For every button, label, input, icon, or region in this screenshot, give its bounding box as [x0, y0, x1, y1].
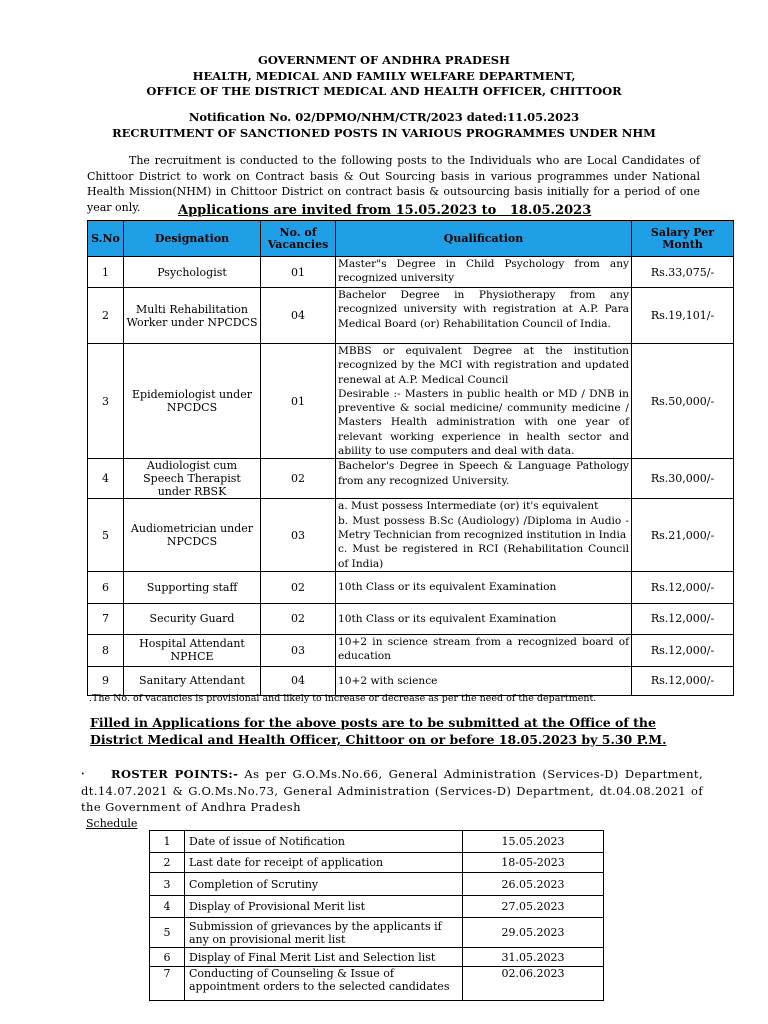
row-vacancies: 02 — [261, 571, 336, 603]
roster-bullet: • — [81, 771, 85, 778]
row-salary: Rs.12,000/- — [632, 666, 734, 695]
table-row — [88, 571, 734, 603]
row-designation: Psychologist — [124, 257, 261, 288]
row-vacancies: 02 — [261, 603, 336, 634]
submission-instructions: Filled in Applications for the above posts are to be submitted at the Office of the District Medical and Health Officer, Chittoor on or before 18.05.2023 by 5.30 P.M. — [90, 715, 667, 747]
row-qualification: 10+2 in science stream from a recognized board of education — [336, 634, 632, 666]
row-vacancies: 03 — [261, 499, 336, 571]
notification-number: Notification No. 02/DPMO/NHM/CTR/2023 dated:11.05.2023 — [188, 110, 580, 124]
col-header-qualification: Qualification — [336, 221, 632, 257]
roster-label: ROSTER POINTS:- — [111, 767, 239, 781]
schedule-no: 3 — [150, 873, 185, 896]
row-vacancies: 04 — [261, 288, 336, 344]
col-header-sno: S.No — [88, 221, 124, 257]
row-sno: 4 — [88, 459, 124, 499]
row-designation: Multi Rehabilitation Worker under NPCDCS — [124, 288, 261, 344]
vacancies-note: .The No. of vacancies is provisional and likely to increase or decrease as per the need of the department. — [89, 693, 597, 704]
table-row — [150, 918, 604, 948]
table-row — [88, 257, 734, 288]
row-vacancies: 04 — [261, 666, 336, 695]
table-row — [88, 634, 734, 666]
schedule-no: 7 — [150, 967, 185, 1001]
row-qualification: Bachelor Degree in Physiotherapy from any recognized university with registration at A.P. Para Medical Board (or) Rehabilitation Council of India. — [336, 288, 632, 344]
schedule-event: Conducting of Counseling & Issue of appointment orders to the selected candidates — [185, 967, 463, 1001]
table-row — [150, 896, 604, 918]
row-sno: 8 — [88, 634, 124, 666]
qualification-line: MBBS or equivalent Degree at the institution recognized by the MCI with registration and updated renewal at A.P. Medical Council — [338, 345, 629, 386]
row-qualification: Master"s Degree in Child Psychology from any recognized university — [336, 257, 632, 288]
table-row — [88, 459, 734, 499]
row-salary: Rs.33,075/- — [632, 257, 734, 288]
posts-table-header — [88, 221, 734, 257]
schedule-event: Display of Final Merit List and Selection list — [185, 948, 463, 967]
table-row — [88, 603, 734, 634]
notification-subject: RECRUITMENT OF SANCTIONED POSTS IN VARIOUS PROGRAMMES UNDER NHM — [112, 125, 656, 140]
col-header-vacancies: No. of Vacancies — [261, 221, 336, 257]
applications-period: Applications are invited from 15.05.2023 to 18.05.2023 — [178, 203, 592, 218]
row-sno: 9 — [88, 666, 124, 695]
row-qualification: 10+2 with science — [336, 666, 632, 695]
row-vacancies: 03 — [261, 634, 336, 666]
row-salary: Rs.19,101/- — [632, 288, 734, 344]
schedule-event: Date of issue of Notification — [185, 831, 463, 853]
roster-points — [81, 766, 703, 815]
qualification-line: c. Must be registered in RCI (Rehabilitation Council of India) — [338, 543, 629, 570]
schedule-date: 27.05.2023 — [463, 896, 604, 918]
row-salary: Rs.30,000/- — [632, 459, 734, 499]
schedule-table — [149, 830, 604, 1001]
table-row — [150, 873, 604, 896]
row-vacancies: 02 — [261, 459, 336, 499]
intro-text: The recruitment is conducted to the following posts to the Individuals who are Local Candidates of Chittoor District to work on Contract basis & Out Sourcing basis in various programmes under National Health Mission(NHM) in Chittoor District on contract basis & outsourcing basis initially for a period of one year only. — [87, 154, 700, 214]
header-office: OFFICE OF THE DISTRICT MEDICAL AND HEALTH OFFICER, CHITTOOR — [146, 84, 622, 98]
qualification-line: b. Must possess B.Sc (Audiology) /Diploma in Audio - Metry Technician from recognized institution in India — [338, 514, 629, 541]
row-salary: Rs.12,000/- — [632, 634, 734, 666]
col-header-salary: Salary Per Month — [632, 221, 734, 257]
row-qualification — [336, 344, 632, 459]
row-designation: Security Guard — [124, 603, 261, 634]
row-sno: 1 — [88, 257, 124, 288]
table-row — [88, 288, 734, 344]
schedule-no: 6 — [150, 948, 185, 967]
schedule-no: 5 — [150, 918, 185, 948]
header-government: GOVERNMENT OF ANDHRA PRADESH — [258, 53, 510, 67]
row-salary: Rs.50,000/- — [632, 344, 734, 459]
header-department: HEALTH, MEDICAL AND FAMILY WELFARE DEPARTMENT, — [192, 68, 576, 83]
table-row — [88, 499, 734, 571]
row-designation: Hospital Attendant NPHCE — [124, 634, 261, 666]
document-header — [0, 53, 768, 100]
schedule-no: 1 — [150, 831, 185, 853]
schedule-event: Submission of grievances by the applicants if any on provisional merit list — [185, 918, 463, 948]
schedule-event: Completion of Scrutiny — [185, 873, 463, 896]
table-row — [150, 967, 604, 1001]
qualification-desirable: Desirable :- Masters in public health or MD / DNB in preventive & social medicine/ community medicine / Masters Health administration with one year of relevant working experience in health sector and ability to use computers and deal with data. — [338, 387, 629, 458]
schedule-date: 15.05.2023 — [463, 831, 604, 853]
row-qualification — [336, 499, 632, 571]
table-row — [88, 666, 734, 695]
row-salary: Rs.12,000/- — [632, 603, 734, 634]
row-sno: 6 — [88, 571, 124, 603]
row-qualification: Bachelor's Degree in Speech & Language Pathology from any recognized University. — [336, 459, 632, 499]
row-vacancies: 01 — [261, 257, 336, 288]
row-sno: 7 — [88, 603, 124, 634]
row-sno: 5 — [88, 499, 124, 571]
roster-text: As per G.O.Ms.No.66, General Administration (Services-D) Department, dt.14.07.2021 & G.O.Ms.No.73, General Administration (Services-D) Department, dt.04.08.2021 of the Government of Andhra Pradesh — [81, 767, 703, 814]
row-qualification: 10th Class or its equivalent Examination — [336, 603, 632, 634]
notification-block — [0, 110, 768, 141]
schedule-no: 4 — [150, 896, 185, 918]
row-designation: Audiometrician under NPCDCS — [124, 499, 261, 571]
row-designation: Audiologist cum Speech Therapist under RBSK — [124, 459, 261, 499]
schedule-date: 02.06.2023 — [463, 967, 604, 1001]
schedule-date: 26.05.2023 — [463, 873, 604, 896]
row-salary: Rs.12,000/- — [632, 571, 734, 603]
qualification-line: a. Must possess Intermediate (or) it's equivalent — [338, 500, 599, 513]
schedule-date: 18-05-2023 — [463, 853, 604, 873]
table-row — [88, 344, 734, 459]
row-vacancies: 01 — [261, 344, 336, 459]
table-row — [150, 831, 604, 853]
row-sno: 3 — [88, 344, 124, 459]
row-designation: Supporting staff — [124, 571, 261, 603]
schedule-no: 2 — [150, 853, 185, 873]
posts-table — [87, 220, 734, 696]
row-qualification: 10th Class or its equivalent Examination — [336, 571, 632, 603]
row-sno: 2 — [88, 288, 124, 344]
schedule-event: Last date for receipt of application — [185, 853, 463, 873]
row-designation: Epidemiologist under NPCDCS — [124, 344, 261, 459]
row-salary: Rs.21,000/- — [632, 499, 734, 571]
row-designation: Sanitary Attendant — [124, 666, 261, 695]
col-header-designation: Designation — [124, 221, 261, 257]
schedule-event: Display of Provisional Merit list — [185, 896, 463, 918]
schedule-date: 31.05.2023 — [463, 948, 604, 967]
table-row — [150, 948, 604, 967]
schedule-date: 29.05.2023 — [463, 918, 604, 948]
schedule-label: Schedule — [86, 817, 138, 830]
table-row — [150, 853, 604, 873]
